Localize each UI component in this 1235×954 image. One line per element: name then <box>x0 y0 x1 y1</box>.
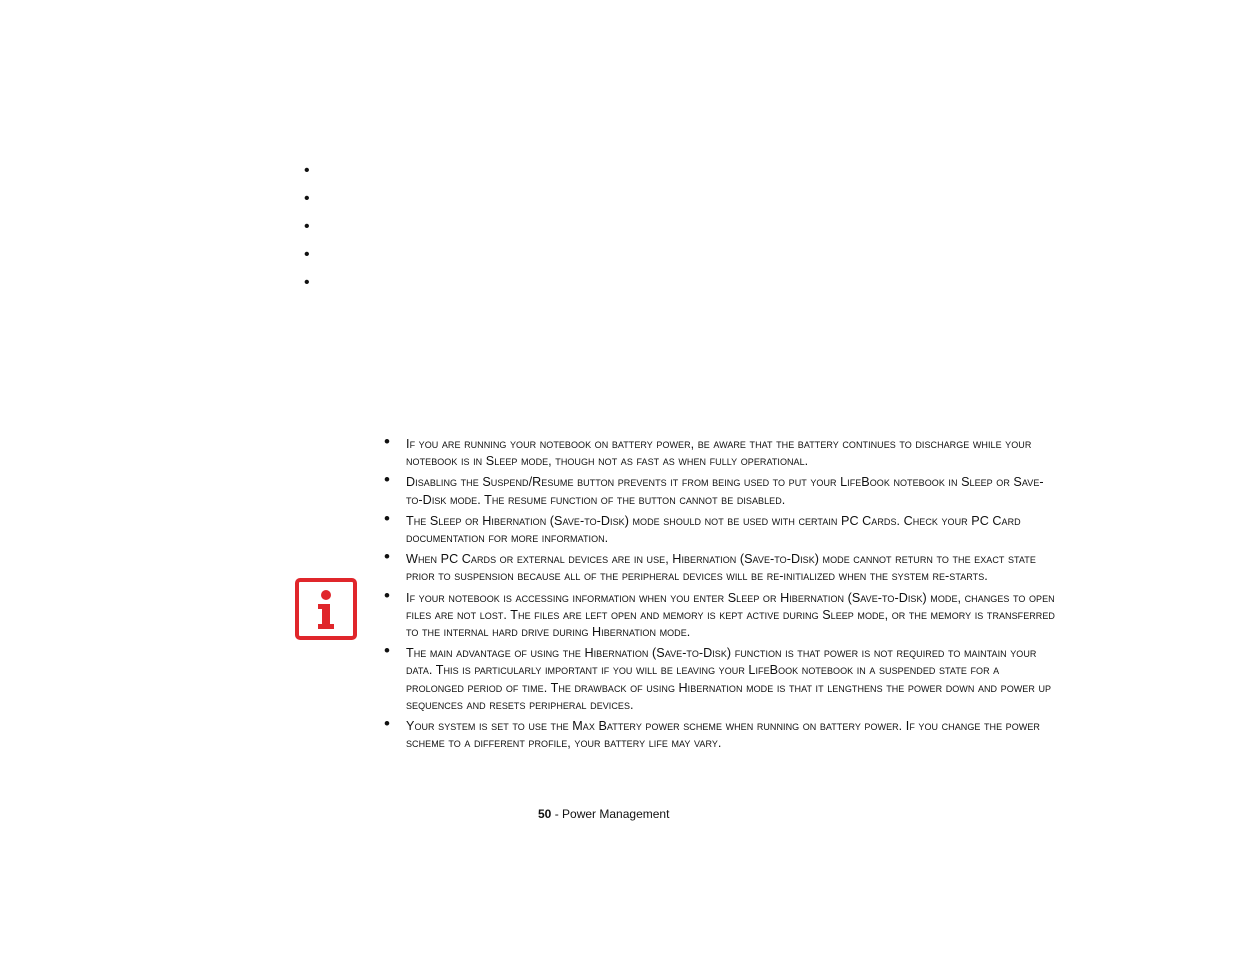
bullet: • <box>384 508 390 528</box>
footer-separator: - <box>551 807 563 821</box>
list-item: • <box>304 218 310 235</box>
page-footer <box>538 806 669 822</box>
note-text: Disabling the Suspend/Resume button prevents it from being used to put your LifeBook notebook in Sleep or Save-to-Disk mode. The resume function of the button cannot be disabled. <box>406 475 1044 507</box>
bullet: • <box>384 547 390 567</box>
note-text: If you are running your notebook on battery power, be aware that the battery continues to discharge while your notebook is in Sleep mode, though not as fast as when fully operational. <box>406 437 1032 469</box>
note-text: The Sleep or Hibernation (Save-to-Disk) mode should not be used with certain PC Cards. Check your PC Card documentation for more information. <box>406 513 1021 546</box>
list-item: • <box>304 246 310 263</box>
list-item <box>384 508 1056 547</box>
list-item <box>384 547 1056 585</box>
list-item <box>384 641 1056 714</box>
top-bullet-list <box>304 160 310 300</box>
bullet: • <box>384 714 390 734</box>
list-item: • <box>304 190 310 207</box>
list-item: • <box>304 162 310 179</box>
note-text: Your system is set to use the Max Battery power scheme when running on battery power. If you change the power scheme to a different profile, your battery life may vary. <box>406 719 1040 751</box>
footer-section: Power Management <box>562 807 670 821</box>
note-list <box>384 432 1056 756</box>
list-item: • <box>304 274 310 291</box>
info-icon <box>295 578 357 640</box>
bullet: • <box>384 641 390 661</box>
page-number: 50 <box>538 807 552 821</box>
bullet: • <box>384 585 390 605</box>
list-item <box>384 470 1056 508</box>
list-item <box>384 432 1056 470</box>
bullet: • <box>384 470 390 490</box>
note-text: When PC Cards or external devices are in use, Hibernation (Save-to-Disk) mode cannot return to the exact state prior to suspension because all of the peripheral devices will be re-initialized when the system re-starts. <box>406 552 1036 584</box>
note-text: The main advantage of using the Hibernation (Save-to-Disk) function is that power is not required to maintain your data. This is particularly important if you will be leaving your LifeBook notebook in a suspended state for a prolonged period of time. The drawback of using Hibernation mode is that it lengthens the power down and power up sequences and resets peripheral devices. <box>406 646 1052 712</box>
bullet: • <box>384 432 390 451</box>
note-text: If your notebook is accessing information when you enter Sleep or Hibernation (Save-to-Disk) mode, changes to open files are not lost. The files are left open and memory is kept active during Sleep mode, or the memory is transferred to the internal hard drive during Hibernation mode. <box>406 590 1055 640</box>
list-item <box>384 585 1056 642</box>
list-item <box>384 714 1056 752</box>
